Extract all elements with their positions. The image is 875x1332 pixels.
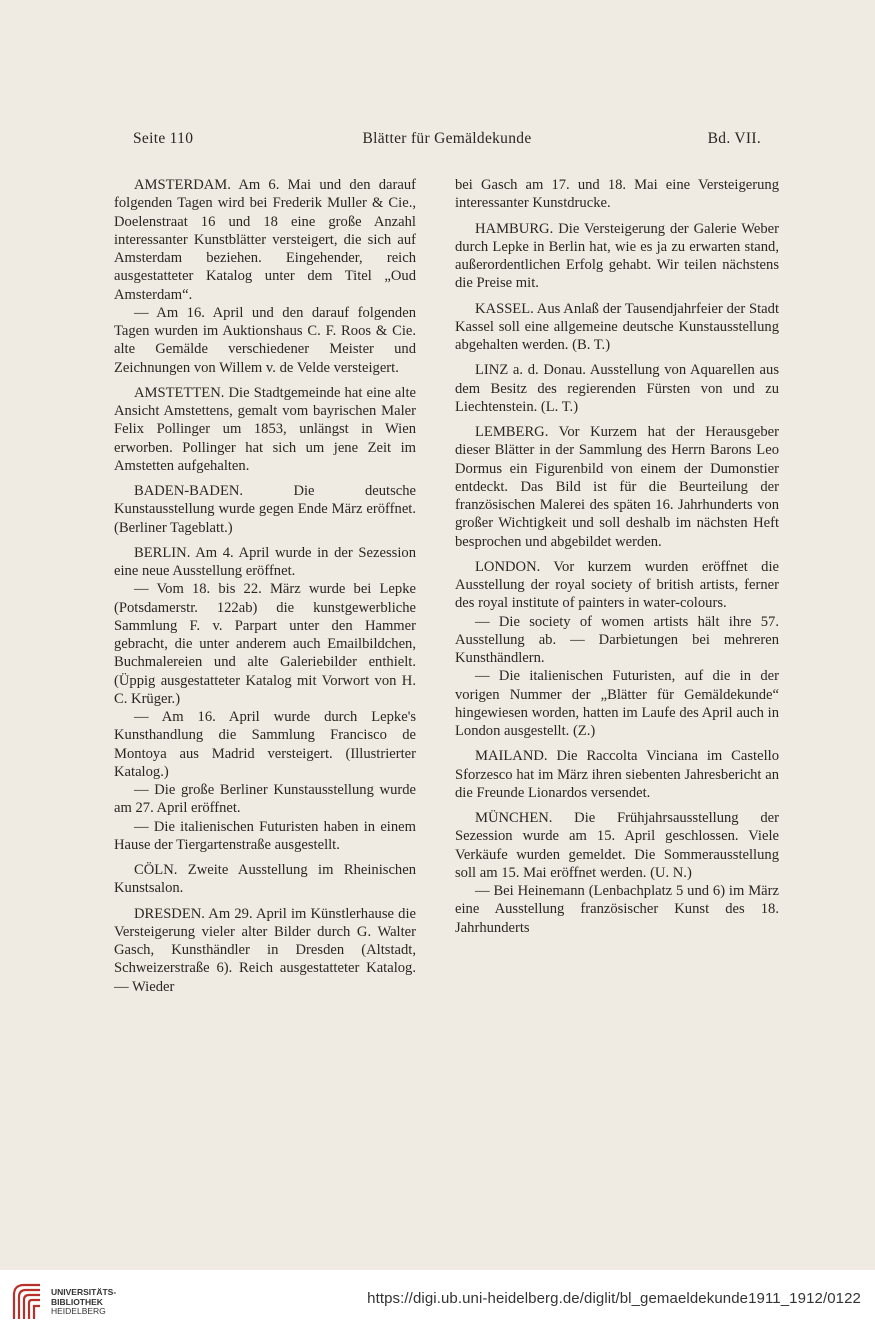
paragraph-dresden: DRESDEN. Am 29. April im Künstlerhause die Versteigerung vieler alter Bilder durch G. Walter Gasch, Kunsthändler in Dresden (Altstadt, Schweizerstraße 6). Reich ausgestatteter Katalog. — Wieder <box>114 905 416 995</box>
university-library-logo-icon <box>10 1279 46 1323</box>
volume-label: Bd. VII. <box>707 130 761 147</box>
footer-bar <box>0 1270 875 1332</box>
paragraph-muenchen: MÜNCHEN. Die Frühjahrsausstellung der Sezession wurde am 15. April geschlossen. Viele Verkäufe wurden gemeldet. Die Sommerausstellung soll am 15. Mai eröffnet werden. (U. N.) <box>455 810 779 881</box>
paragraph-berlin-5: — Die italienischen Futuristen haben in einem Hause der Tiergartenstraße ausgestellt. <box>114 818 416 853</box>
journal-title: Blätter für Gemäldekunde <box>362 130 532 147</box>
paragraph-london-2: — Die society of women artists hält ihre 57. Ausstellung ab. — Darbietungen bei mehreren Kunsthändlern. <box>455 613 779 666</box>
paragraph-linz: LINZ a. d. Donau. Ausstellung von Aquarellen aus dem Besitz des regierenden Fürsten von und zu Liechtenstein. (L. T.) <box>455 362 779 415</box>
running-header <box>133 130 761 154</box>
paragraph-muenchen-2: — Bei Heinemann (Lenbachplatz 5 und 6) im März eine Ausstellung französischer Kunst des 18. Jahrhunderts <box>455 883 779 936</box>
paragraph-berlin-3: — Am 16. April wurde durch Lepke's Kunsthandlung die Sammlung Francisco de Montoya aus Madrid versteigert. (Illustrierter Katalog.) <box>114 709 416 780</box>
paragraph-amstetten: AMSTETTEN. Die Stadtgemeinde hat eine alte Ansicht Amstettens, gemalt vom bayrischen Maler Felix Pollinger um 1853, unlängst in Wien erworben. Pollinger hat sich um jene Zeit im Amstetten aufgehalten. <box>114 384 416 474</box>
paragraph-amsterdam: AMSTERDAM. Am 6. Mai und den darauf folgenden Tagen wird bei Frederik Muller & Cie., Doelenstraat 16 und 18 eine große Anzahl interessanter Kunstblätter versteigert, die sich auf Amsterdam beziehen. Eingehender, reich ausgestatteter Katalog unter dem Titel „Oud Amsterdam“. <box>114 177 416 303</box>
paragraph-berlin: BERLIN. Am 4. April wurde in der Sezession eine neue Ausstellung eröffnet. <box>114 544 416 579</box>
left-column <box>114 176 416 996</box>
paragraph-kassel: KASSEL. Aus Anlaß der Tausendjahrfeier der Stadt Kassel soll eine allgemeine deutsche Kunstausstellung abgehalten werden. (B. T.) <box>455 300 779 353</box>
library-name: UNIVERSITÄTS- BIBLIOTHEK HEIDELBERG <box>51 1287 117 1316</box>
paragraph-london-3: — Die italienischen Futuristen, auf die in der vorigen Nummer der „Blätter für Gemäldekunde“ hingewiesen worden, hatten im Laufe des April auch in London ausgestellt. (Z.) <box>455 668 779 739</box>
paragraph-berlin-2: — Vom 18. bis 22. März wurde bei Lepke (Potsdamerstr. 122ab) die kunstgewerbliche Sammlung F. v. Parpart unter den Hammer gebracht, die unter anderem auch Emailbildchen, Buchmalereien und alte Galeriebilder enthielt. (Üppig ausgestatteter Katalog mit Vorwort von H. C. Krüger.) <box>114 581 416 707</box>
source-url-link[interactable]: https://digi.ub.uni-heidelberg.de/diglit/bl_gemaeldekunde1911_1912/0122 <box>367 1290 861 1307</box>
paragraph-baden-baden: BADEN-BADEN. Die deutsche Kunstausstellung wurde gegen Ende März eröffnet. (Berliner Tageblatt.) <box>114 483 416 536</box>
page-number: Seite 110 <box>133 130 194 147</box>
paragraph-hamburg: HAMBURG. Die Versteigerung der Galerie Weber durch Lepke in Berlin hat, wie es ja zu erwarten stand, außerordentlichen Erfolg gehabt. Wir teilen nächstens die Preise mit. <box>455 220 779 292</box>
paragraph-lemberg: LEMBERG. Vor Kurzem hat der Herausgeber dieser Blätter in der Sammlung des Herrn Barons Leo Dormus ein Figurenbild von einem der Dumonstier entdeckt. Das Bild ist für die Beurteilung der französischen Malerei des späten 16. Jahrhunderts von großer Wichtigkeit und soll deshalb im nächsten Heft besprochen und abgebildet werden. <box>455 424 779 550</box>
paragraph-berlin-4: — Die große Berliner Kunstausstellung wurde am 27. April eröffnet. <box>114 782 416 817</box>
paragraph-amsterdam-2: — Am 16. April und den darauf folgenden Tagen wurden im Auktionshaus C. F. Roos & Cie. alte Gemälde verschiedener Meister und Zeichnungen von Willem v. de Velde versteigert. <box>114 304 416 376</box>
paragraph-london: LONDON. Vor kurzem wurden eröffnet die Ausstellung der royal society of british artists, ferner des royal institute of painters in water-colours. <box>455 558 779 612</box>
paragraph-mailand: MAILAND. Die Raccolta Vinciana im Castello Sforzesco hat im März ihren siebenten Jahresbericht an die Freunde Lionardos versendet. <box>455 748 779 801</box>
paragraph-coeln: CÖLN. Zweite Ausstellung im Rheinischen Kunstsalon. <box>114 862 416 897</box>
paragraph-dresden-cont: bei Gasch am 17. und 18. Mai eine Versteigerung interessanter Kunstdrucke. <box>455 177 779 212</box>
right-column <box>455 176 779 937</box>
